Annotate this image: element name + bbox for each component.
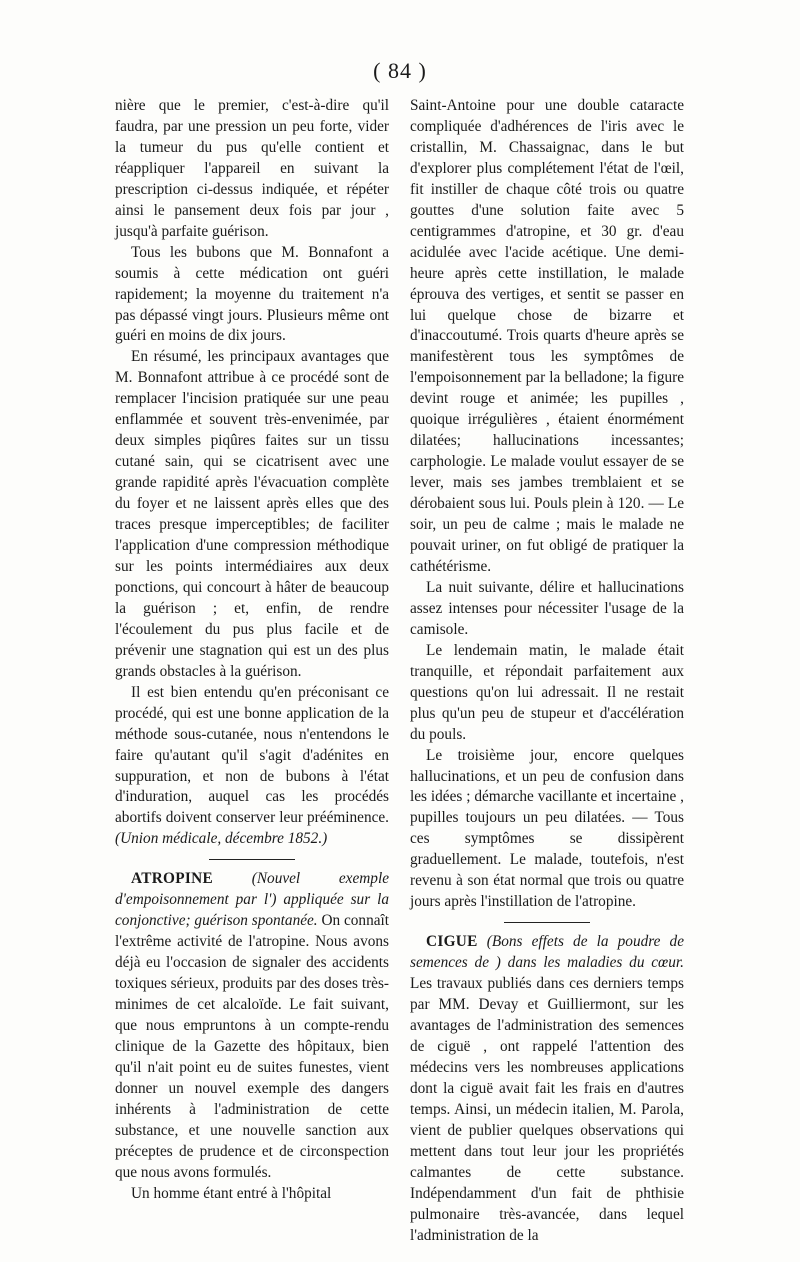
article-term-atropine: ATROPINE bbox=[131, 870, 214, 888]
section-divider bbox=[504, 922, 590, 923]
article-term-cigue: CIGUE bbox=[426, 933, 478, 951]
paragraph-homme: Un homme étant entré à l'hôpital bbox=[131, 1184, 332, 1202]
left-column bbox=[115, 96, 389, 1205]
paragraph-nuit: La nuit suivante, délire et hallucinations assez intenses pour nécessiter l'usage de la camisole. bbox=[410, 578, 684, 638]
paragraph-bubons: Tous les bubons que M. Bonnafont a soumis à cette médication ont guéri rapidement; la moyenne du traitement n'a pas dépassé vingt jours. Plusieurs même ont guéri en moins de dix jours. bbox=[115, 243, 389, 345]
article-title-cigue: (Bons effets de la poudre de semences de ) dans les maladies du cœur. bbox=[410, 933, 684, 972]
article-atropine bbox=[115, 869, 389, 1183]
article-cigue bbox=[410, 932, 684, 1246]
section-divider bbox=[209, 859, 295, 860]
page-number: ( 84 ) bbox=[373, 58, 427, 83]
paragraph-lendemain: Le lendemain matin, le malade était tranquille, et répondait parfaitement aux questions qu'on lui adressait. Il ne restait plus qu'un peu de stupeur et d'accélération du pouls. bbox=[410, 641, 684, 743]
article-text-cigue: Les travaux publiés dans ces derniers temps par MM. Devay et Guilliermont, sur les avantages de l'administration des semences de ciguë , ont rappelé l'attention des médecins vers les nombreuses applications dont la ciguë avait fait les frais en d'autres temps. Ainsi, un médecin italien, M. Parola, vient de publier quelques observations qui mettent dans tout leur jour les propriétés calmantes de cette substance. Indépendamment d'un fait de phthisie pulmonaire très-avancée, dans lequel l'administration de la bbox=[410, 975, 684, 1244]
article-text-atropine: On connaît l'extrême activité de l'atropine. Nous avons déjà eu l'occasion de signaler des accidents toxiques sérieux, produits par des doses très-minimes de cet alcaloïde. Le fait suivant, que nous empruntons à un compte-rendu clinique de la Gazette des hôpitaux, bien qu'il n'ait point eu de suites funestes, vient donner un nouvel exemple des dangers inhérents à l'administration de cette substance, et une nouvelle sanction aux préceptes de prudence et de circonspection que nous avons formulés. bbox=[115, 912, 390, 1181]
paragraph-saint-antoine: Saint-Antoine pour une double cataracte compliquée d'adhérences de l'iris avec le cristallin, M. Chassaignac, dans le but d'explorer plus complétement l'état de l'œil, fit instiller de chaque côté trois ou quatre gouttes d'une solution faite avec 5 centigrammes d'atropine, et 30 gr. d'eau acidulée avec l'acide acétique. Une demi-heure après cette instillation, le malade éprouva des vertiges, et sentit se passer en lui quelque chose de bizarre et d'inaccoutumé. Trois quarts d'heure après se manifestèrent tous les symptômes de l'empoisonnement par la belladone; la figure devint rouge et animée; les pupilles , quoique irrégulières , étaient énormément dilatées; hallucinations incessantes; carphologie. Le malade voulut essayer de se lever, mais ses jambes tremblaient et se dérobaient sous lui. Pouls plein à 120. — Le soir, un peu de calme ; mais le malade ne pouvait uriner, on fut obligé de pratiquer la cathétérisme. bbox=[410, 97, 684, 575]
paragraph-continuation: nière que le premier, c'est-à-dire qu'il faudra, par une pression un peu forte, vider la tumeur du pus qu'elle contient et réappliquer l'appareil en suivant la prescription ci-dessus indiquée, et répéter ainsi le pansement deux fois par jour , jusqu'à parfaite guérison. bbox=[115, 97, 389, 240]
article-title-atropine: (Nouvel exemple d'empoisonnement par l') appliquée sur la conjonctive; guérison spontanée. bbox=[115, 870, 389, 930]
paragraph-troisieme-jour: Le troisième jour, encore quelques hallucinations, et un peu de confusion dans les idées ; démarche vacillante et incertaine , pupilles toujours un peu dilatées. — Tous ces symptômes se dissipèrent graduellement. Le malade, toutefois, n'est revenu à son état normal que trois ou quatre jours après l'instillation de l'atropine. bbox=[410, 746, 684, 911]
right-column bbox=[410, 96, 684, 1246]
paragraph-preconisant bbox=[115, 683, 389, 851]
paragraph-resume: En résumé, les principaux avantages que M. Bonnafont attribue à ce procédé sont de remplacer l'incision pratiquée sur une peau enflammée et souvent très-envenimée, par deux simples piqûres faites sur un tissu cutané sain, qui se cicatrisent avec une grande rapidité après l'évacuation complète du foyer et ne laissent après elles que des traces presque imperceptibles; de faciliter l'application d'une compression méthodique sur les points intermédiaires aux deux ponctions, qui concourt à hâter de beaucoup la guérison ; et, enfin, de rendre l'écoulement du pus plus facile et de prévenir une stagnation qui est un des plus grands obstacles à la guérison. bbox=[115, 348, 389, 680]
paragraph-preconisant-text: Il est bien entendu qu'en préconisant ce procédé, qui est une bonne application de la méthode sous-cutanée, nous n'entendons le faire qu'autant qu'il s'agit d'adénites en suppuration, et non de bubons à l'état d'induration, auquel cas les procédés abortifs doivent conserver leur prééminence. bbox=[115, 683, 389, 827]
source-citation: (Union médicale, décembre 1852.) bbox=[115, 830, 328, 848]
